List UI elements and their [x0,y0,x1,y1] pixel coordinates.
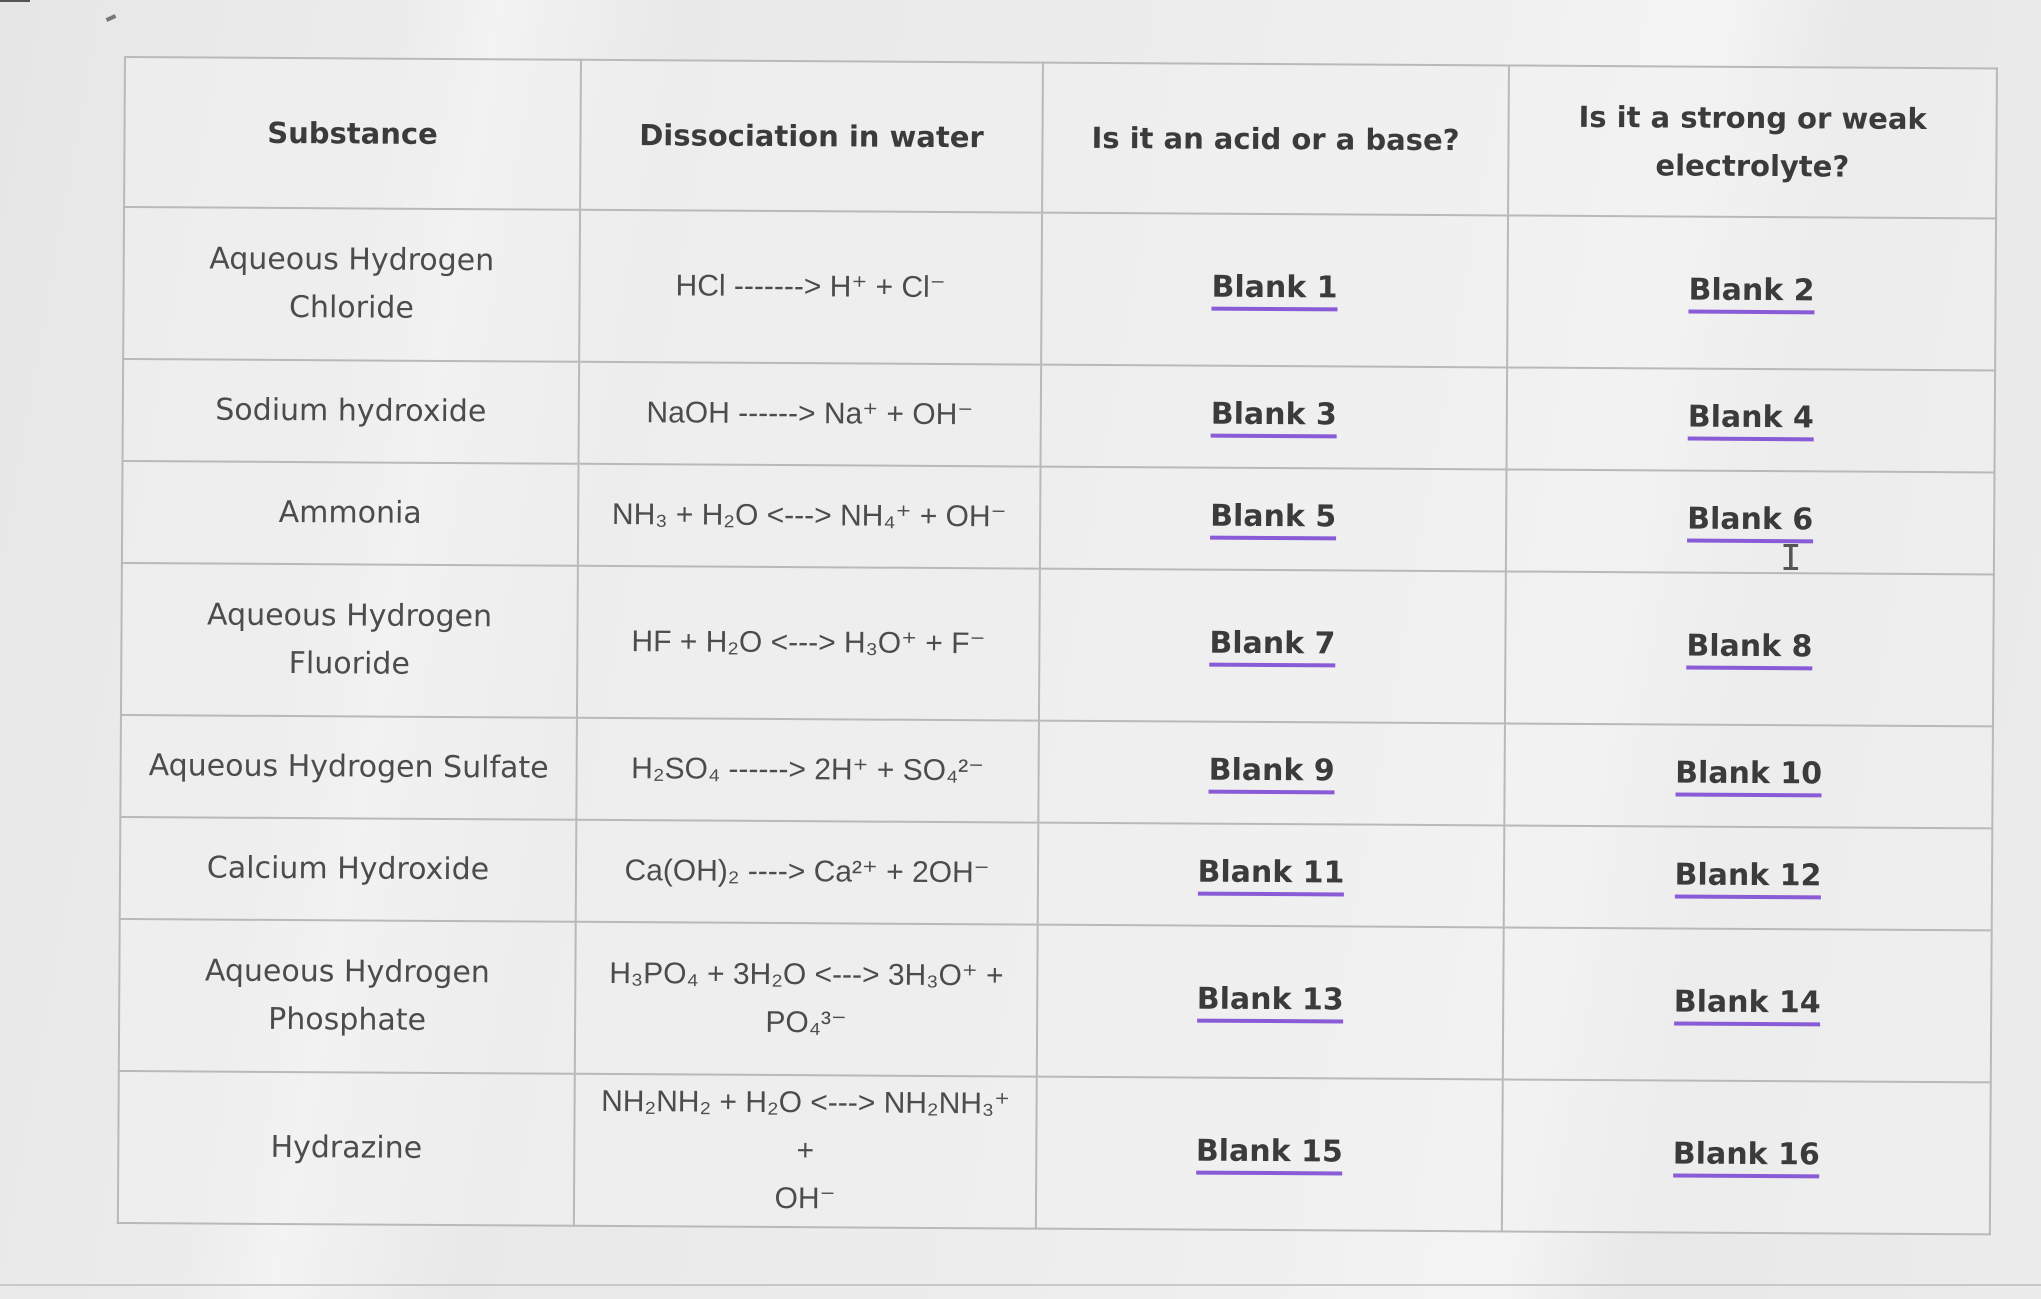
blank-12-input[interactable]: Blank 12 [1674,857,1821,899]
text-cursor-icon: I [1780,538,1802,579]
equation-cell [574,1074,1037,1229]
blank-9-input[interactable]: Blank 9 [1209,752,1335,794]
acid-base-cell [1037,925,1504,1080]
blank-16-input[interactable]: Blank 16 [1673,1136,1820,1178]
substance-name-line-1: Aqueous Hydrogen [204,953,490,991]
substance-name-line-2: Chloride [288,290,414,326]
header-electrolyte-line-1: Is it a strong or weak [1578,99,1927,137]
table-row [120,817,1993,930]
header-acid-or-base: Is it an acid or a base? [1042,63,1509,216]
substance-cell [119,919,576,1074]
equation-line-1: NH₂NH₂ + H₂O <---> NH₂NH₃⁺ + [601,1084,1011,1168]
table-row [118,1071,1991,1234]
substance-cell: Sodium hydroxide [123,359,580,464]
substance-name-line-1: Aqueous Hydrogen [206,597,493,635]
header-dissociation: Dissociation in water [580,60,1043,213]
acid-base-cell [1038,721,1505,826]
substance-cell: Ammonia [122,461,579,566]
equation-cell: NH₃ + H₂O <---> NH₄⁺ + OH⁻ [578,464,1041,569]
blank-15-input[interactable]: Blank 15 [1196,1133,1343,1175]
dissociation-table [117,56,1998,1235]
acid-base-cell [1038,823,1505,928]
table-row [121,563,1994,726]
electrolyte-cell [1504,723,1993,828]
equation-cell: H₂SO₄ ------> 2H⁺ + SO₄²⁻ [576,718,1039,823]
table-header-row [124,57,1997,218]
electrolyte-cell [1503,927,1992,1082]
table-row [120,715,1993,828]
acid-base-cell [1041,365,1508,470]
electrolyte-cell [1502,1079,1991,1234]
blank-7-input[interactable]: Blank 7 [1209,625,1335,667]
blank-13-input[interactable]: Blank 13 [1197,981,1344,1023]
equation-cell: HCl -------> H⁺ + Cl⁻ [579,210,1042,365]
table-row [122,461,1995,574]
acid-base-cell [1039,569,1506,724]
blank-2-input[interactable]: Blank 2 [1688,272,1814,314]
equation-line-1: H₃PO₄ + 3H₂O <---> 3H₃O⁺ + [609,956,1004,993]
header-electrolyte-line-2: electrolyte? [1655,148,1850,184]
equation-cell [575,922,1038,1077]
blank-10-input[interactable]: Blank 10 [1675,755,1822,797]
substance-cell [121,563,578,718]
substance-cell [123,207,580,362]
acid-base-cell [1041,213,1508,368]
equation-cell: NaOH ------> Na⁺ + OH⁻ [579,362,1042,467]
pointer-mark [106,14,117,22]
substance-name-line-2: Fluoride [288,646,410,682]
electrolyte-cell [1505,571,1994,726]
table-row [119,919,1992,1082]
equation-line-2: OH⁻ [774,1181,836,1216]
blank-1-input[interactable]: Blank 1 [1211,269,1337,311]
blank-8-input[interactable]: Blank 8 [1686,628,1812,670]
substance-cell: Hydrazine [118,1071,575,1226]
electrolyte-cell [1506,469,1995,574]
window-corner-mark [0,0,30,2]
substance-cell: Aqueous Hydrogen Sulfate [120,715,577,820]
acid-base-cell [1036,1077,1503,1232]
acid-base-cell [1040,467,1507,572]
blank-4-input[interactable]: Blank 4 [1688,399,1814,441]
electrolyte-cell [1507,367,1996,472]
blank-3-input[interactable]: Blank 3 [1211,396,1337,438]
electrolyte-cell [1504,825,1993,930]
equation-cell: Ca(OH)₂ ----> Ca²⁺ + 2OH⁻ [576,820,1039,925]
blank-11-input[interactable]: Blank 11 [1197,854,1344,896]
blank-5-input[interactable]: Blank 5 [1210,498,1336,540]
header-substance: Substance [124,57,581,210]
blank-6-input[interactable]: Blank 6 [1687,501,1813,543]
page-divider [0,1284,2041,1286]
equation-line-2: PO₄³⁻ [765,1005,847,1040]
substance-cell: Calcium Hydroxide [120,817,577,922]
table-row [123,207,1996,370]
substance-name-line-1: Aqueous Hydrogen [209,241,495,279]
substance-name-line-2: Phosphate [268,1001,427,1038]
table-row [123,359,1996,472]
blank-14-input[interactable]: Blank 14 [1674,984,1821,1026]
equation-cell: HF + H₂O <---> H₃O⁺ + F⁻ [577,566,1040,721]
header-electrolyte-strength [1508,65,1997,218]
table-container [117,56,1996,1235]
electrolyte-cell [1507,215,1996,370]
